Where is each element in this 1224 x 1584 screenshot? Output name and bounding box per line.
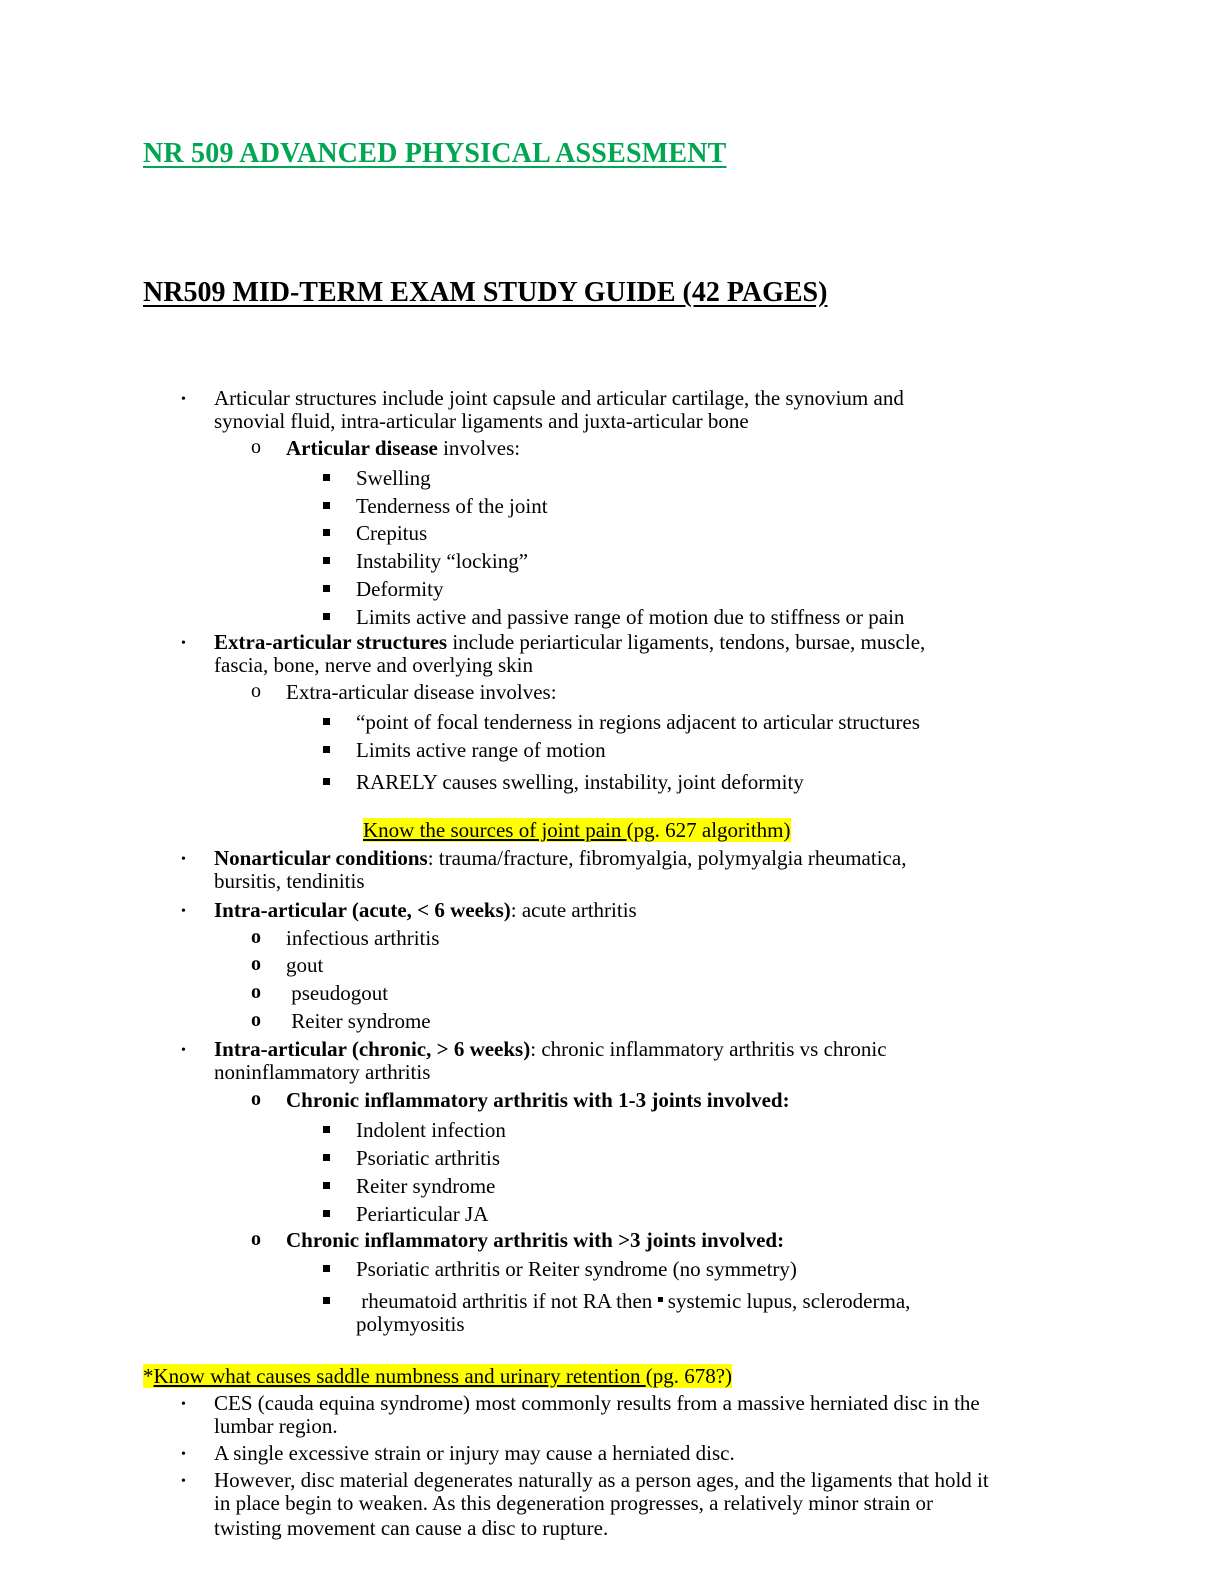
list-item: RARELY causes swelling, instability, joint deformity <box>356 770 804 794</box>
bullet-square <box>323 1210 330 1217</box>
bullet-square <box>323 613 330 620</box>
list-item: pseudogout <box>286 981 389 1005</box>
bullet-circle: o <box>251 680 261 702</box>
articular-text-1: Articular structures include joint capsule and articular cartilage, the synovium and <box>214 386 904 410</box>
bullet-square <box>323 529 330 536</box>
list-item: gout <box>286 953 324 977</box>
extra-disease-line: Extra-articular disease involves: <box>286 680 557 704</box>
know-saddle-note: *Know what causes saddle numbness and urinary retention (pg. 678?) <box>143 1364 733 1388</box>
bullet-dot: • <box>181 1447 186 1462</box>
many-joints-heading: Chronic inflammatory arthritis with >3 joints involved: <box>286 1228 785 1252</box>
degen-line-2: in place begin to weaken. As this degeneration progresses, a relatively minor strain or <box>214 1491 934 1515</box>
bullet-square <box>323 1126 330 1133</box>
extra-articular-line-1: Extra-articular structures include periarticular ligaments, tendons, bursae, muscle, <box>214 630 926 654</box>
bullet-dot: • <box>181 1397 186 1412</box>
list-item: Swelling <box>356 466 431 490</box>
list-item: Deformity <box>356 577 444 601</box>
list-item: Psoriatic arthritis or Reiter syndrome (no symmetry) <box>356 1257 797 1281</box>
bullet-circle: o <box>251 953 261 975</box>
bullet-square <box>323 557 330 564</box>
bullet-square <box>323 1182 330 1189</box>
bullet-square <box>323 778 330 785</box>
list-item: Psoriatic arthritis <box>356 1146 501 1170</box>
strain-line: A single excessive strain or injury may cause a herniated disc. <box>214 1441 735 1465</box>
ces-line-1: CES (cauda equina syndrome) most commonly results from a massive herniated disc in the <box>214 1391 980 1415</box>
acute-line: Intra-articular (acute, < 6 weeks): acute arthritis <box>214 898 637 922</box>
list-item: Reiter syndrome <box>356 1174 496 1198</box>
bullet-dot: • <box>181 852 186 867</box>
articular-text-2: synovial fluid, intra-articular ligaments and juxta-articular bone <box>214 409 749 433</box>
bullet-square <box>323 718 330 725</box>
list-item: Tenderness of the joint <box>356 494 548 518</box>
ra-line-2: polymyositis <box>356 1312 465 1336</box>
bullet-square <box>323 1265 330 1272</box>
nonarticular-line-1: Nonarticular conditions: trauma/fracture, fibromyalgia, polymyalgia rheumatica, <box>214 846 907 870</box>
list-item: Reiter syndrome <box>286 1009 431 1033</box>
list-item: Instability “locking” <box>356 549 529 573</box>
bullet-square <box>323 474 330 481</box>
bullet-square <box>323 502 330 509</box>
list-item: Crepitus <box>356 521 428 545</box>
ces-line-2: lumbar region. <box>214 1414 338 1438</box>
list-item: Periarticular JA <box>356 1202 489 1226</box>
list-item: Indolent infection <box>356 1118 506 1142</box>
bullet-dot: • <box>181 1474 186 1489</box>
know-joint-pain-note: Know the sources of joint pain (pg. 627 algorithm) <box>363 818 791 842</box>
extra-articular-line-2: fascia, bone, nerve and overlying skin <box>214 653 533 677</box>
list-item: Limits active range of motion <box>356 738 606 762</box>
bullet-dot: • <box>181 636 186 651</box>
articular-disease-line: Articular disease involves: <box>286 436 521 460</box>
bullet-square <box>323 1297 330 1304</box>
list-item: infectious arthritis <box>286 926 440 950</box>
course-title: NR 509 ADVANCED PHYSICAL ASSESMENT <box>143 138 727 169</box>
chronic-line-1: Intra-articular (chronic, > 6 weeks): chronic inflammatory arthritis vs chronic <box>214 1037 887 1061</box>
degen-line-3: twisting movement can cause a disc to rupture. <box>214 1516 609 1540</box>
list-item: Limits active and passive range of motion due to stiffness or pain <box>356 605 905 629</box>
list-item: “point of focal tenderness in regions adjacent to articular structures <box>356 710 920 734</box>
bullet-square <box>323 1154 330 1161</box>
bullet-circle: o <box>251 981 261 1003</box>
bullet-dot: • <box>181 1043 186 1058</box>
few-joints-heading: Chronic inflammatory arthritis with 1-3 joints involved: <box>286 1088 790 1112</box>
bullet-dot: • <box>181 392 186 407</box>
bullet-circle: o <box>251 926 261 948</box>
bullet-circle: o <box>251 1009 261 1031</box>
degen-line-1: However, disc material degenerates naturally as a person ages, and the ligaments that hold it <box>214 1468 989 1492</box>
bullet-circle: o <box>251 436 261 458</box>
nonarticular-line-2: bursitis, tendinitis <box>214 869 365 893</box>
bullet-circle: o <box>251 1088 261 1110</box>
chronic-line-2: noninflammatory arthritis <box>214 1060 431 1084</box>
ra-line: rheumatoid arthritis if not RA then systemic lupus, scleroderma, <box>356 1289 911 1313</box>
bullet-square <box>323 746 330 753</box>
bullet-dot: • <box>181 904 186 919</box>
bullet-circle: o <box>251 1228 261 1250</box>
guide-title: NR509 MID-TERM EXAM STUDY GUIDE (42 PAGES) <box>143 277 828 308</box>
bullet-square <box>323 585 330 592</box>
